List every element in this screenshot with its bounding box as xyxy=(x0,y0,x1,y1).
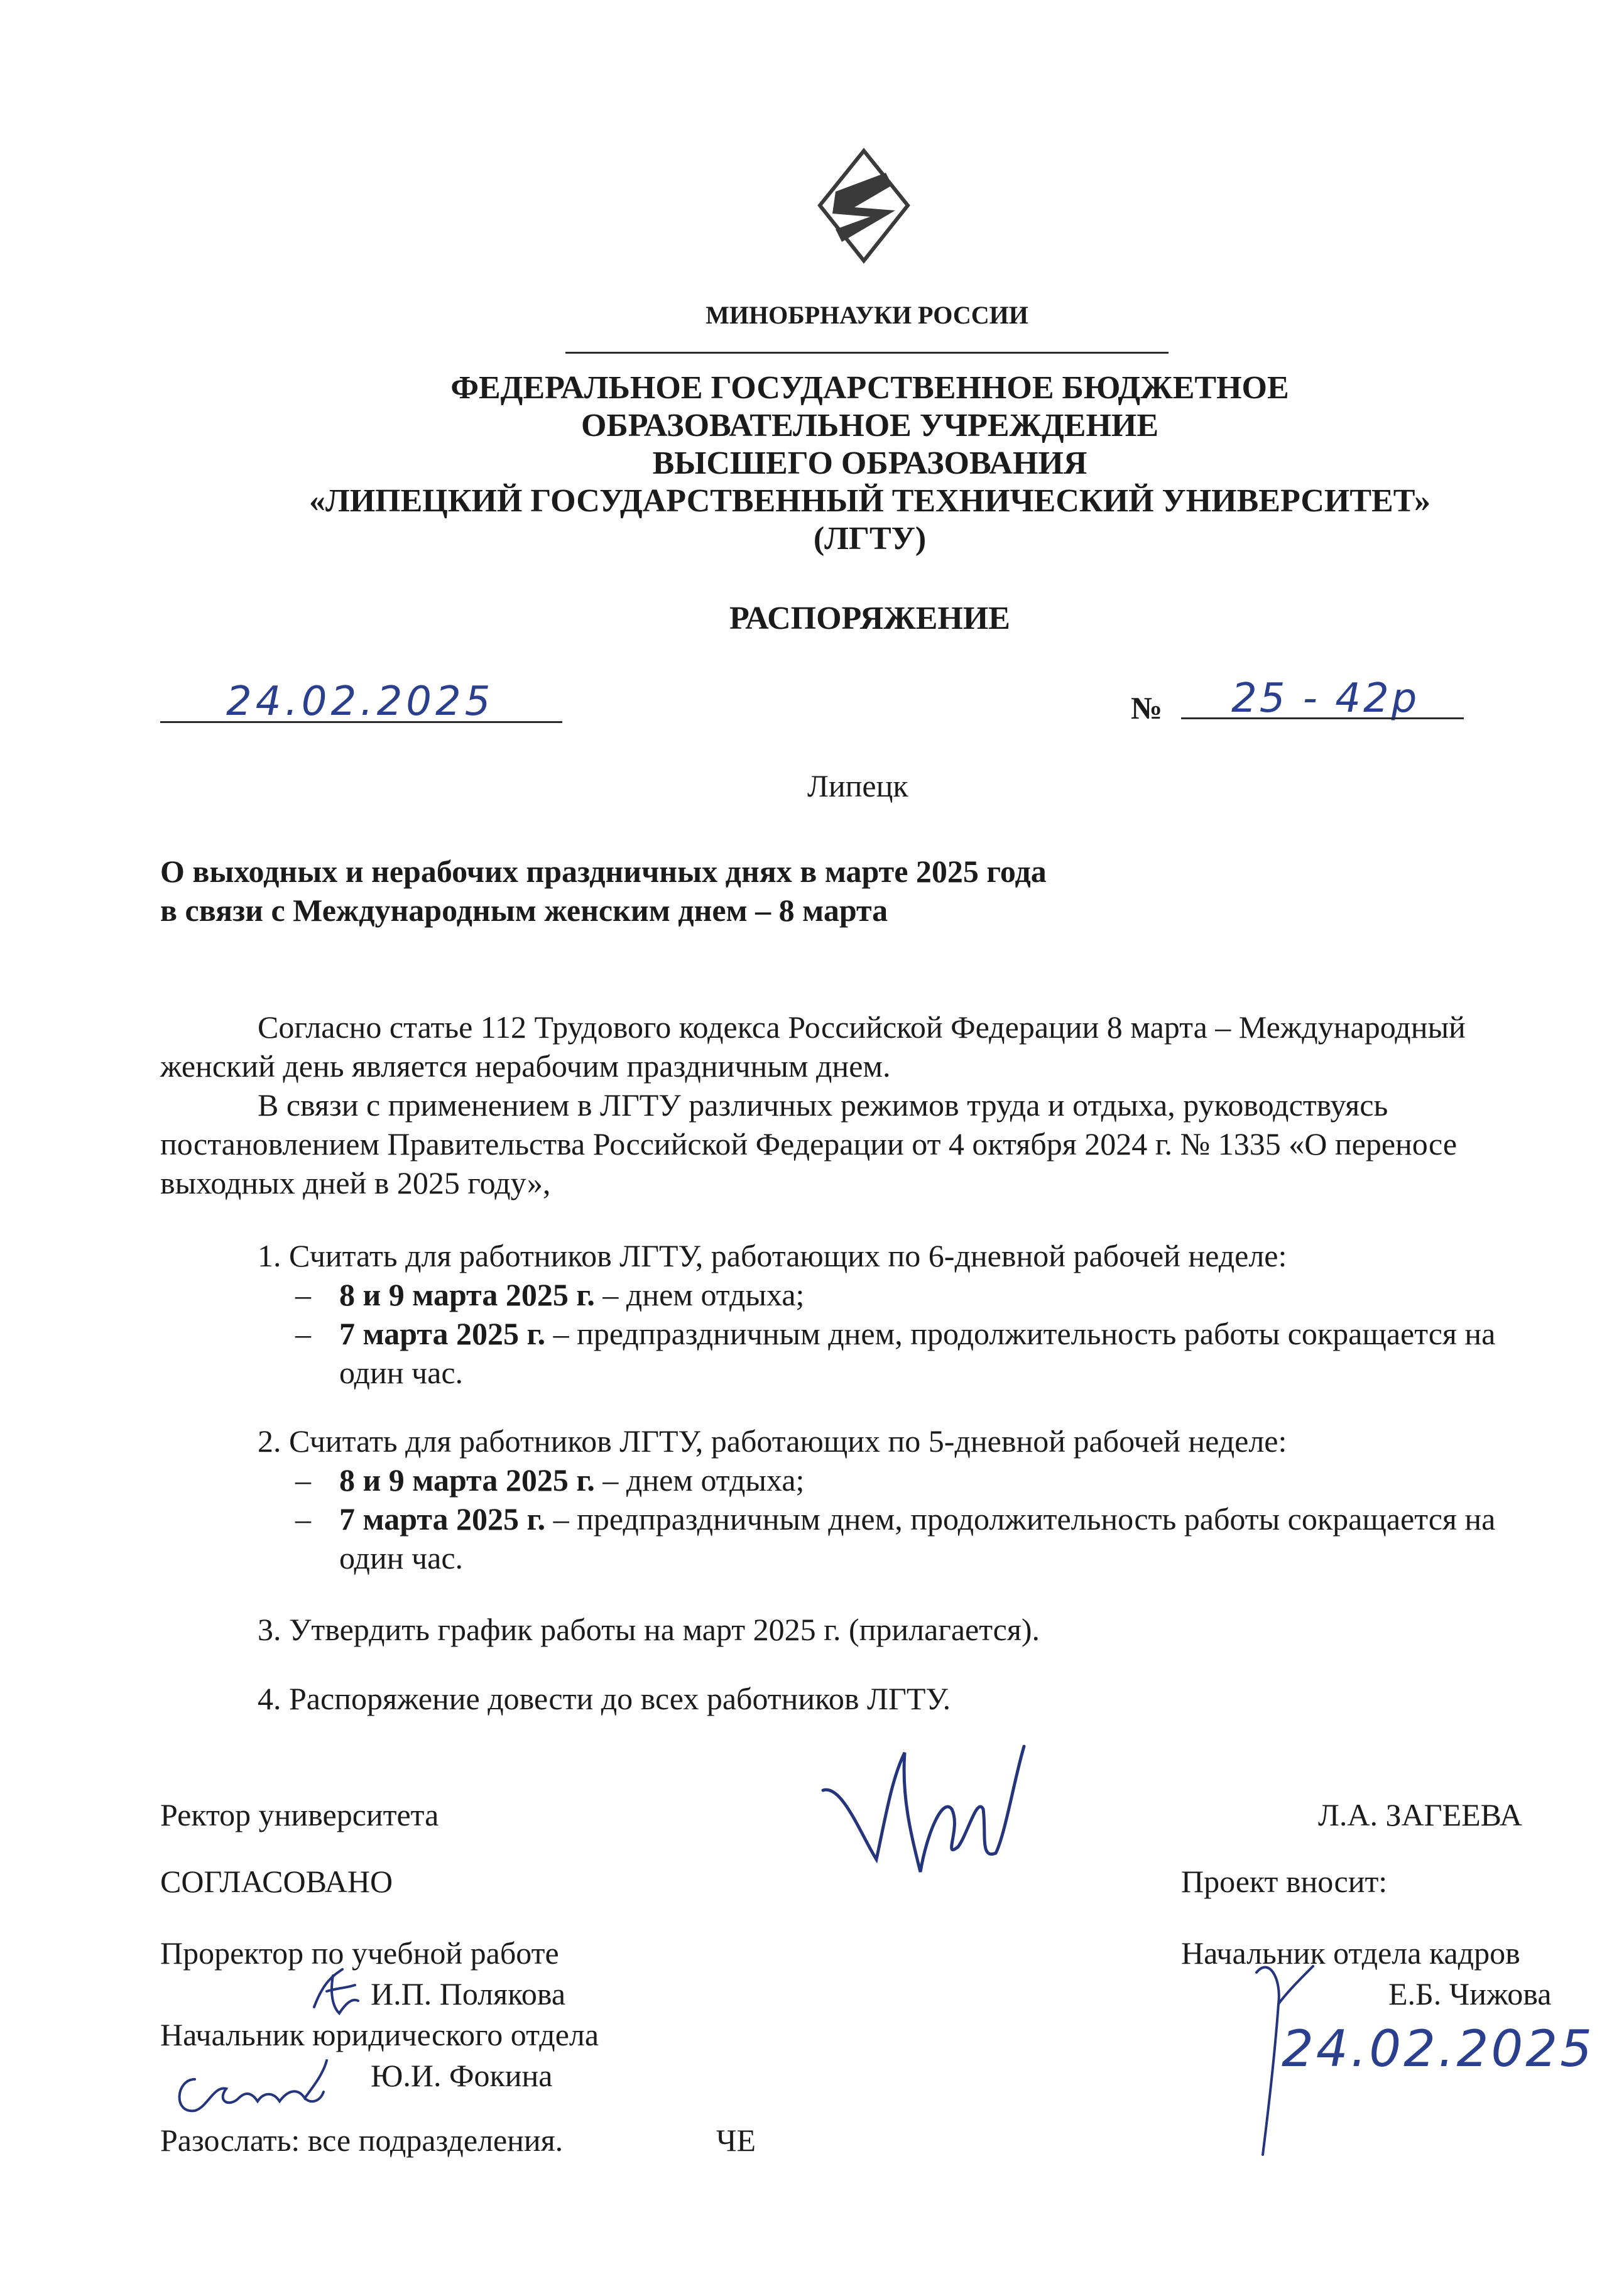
item-1: 1. Считать для работников ЛГТУ, работающих по 6-дневной рабочей неделе: xyxy=(258,1238,1287,1273)
rector-signature xyxy=(817,1740,1030,1885)
paragraph-1-line-1: Согласно статье 112 Трудового кодекса Российской Федерации 8 марта – Международный xyxy=(258,1009,1466,1045)
item-1-bullet-b-date: 7 марта 2025 г. xyxy=(339,1316,546,1351)
paragraph-2-line-1: В связи с применением в ЛГТУ различных режимов труда и отдыха, руководствуясь xyxy=(258,1087,1388,1123)
org-line-3: ВЫСШЕГО ОБРАЗОВАНИЯ xyxy=(652,445,1087,481)
city: Липецк xyxy=(807,768,908,803)
handwritten-number: 25 - 42р xyxy=(1231,675,1420,722)
item-2: 2. Считать для работников ЛГТУ, работающих по 5-дневной рабочей неделе: xyxy=(258,1423,1287,1459)
number-sign: № xyxy=(1131,690,1163,726)
paragraph-1-line-2: женский день является нерабочим праздничным днем. xyxy=(160,1048,891,1084)
date-underline xyxy=(160,721,562,723)
legal-head-title: Начальник юридического отдела xyxy=(160,2017,599,2052)
subject-line-2: в связи с Международным женским днем – 8 марта xyxy=(160,893,888,928)
executor-initials: ЧЕ xyxy=(716,2123,756,2158)
dash: – xyxy=(295,1277,311,1312)
item-1-bullet-b-continued: один час. xyxy=(339,1355,464,1390)
legal-head-signature xyxy=(170,2054,333,2123)
distribution-list: Разослать: все подразделения. xyxy=(160,2123,564,2158)
number-underline xyxy=(1181,717,1464,719)
item-2-bullet-b-text: – предпраздничным днем, продолжительность работы сокращается на xyxy=(545,1501,1496,1537)
item-4: 4. Распоряжение довести до всех работников ЛГТУ. xyxy=(258,1681,951,1716)
dash: – xyxy=(295,1501,311,1537)
legal-head-name: Ю.И. Фокина xyxy=(371,2058,553,2093)
vice-rector-signature xyxy=(308,1963,364,2020)
vice-rector-name: И.П. Полякова xyxy=(371,1976,566,2011)
agreed-label: СОГЛАСОВАНО xyxy=(160,1864,393,1899)
proposer-label: Проект вносит: xyxy=(1181,1864,1388,1899)
vice-rector-title: Проректор по учебной работе xyxy=(160,1935,559,1971)
university-logo xyxy=(817,148,911,264)
rector-title: Ректор университета xyxy=(160,1797,439,1832)
document-type: РАСПОРЯЖЕНИЕ xyxy=(729,601,1010,636)
handwritten-date: 24.02.2025 xyxy=(226,678,494,725)
dash: – xyxy=(295,1316,311,1351)
org-line-1: ФЕДЕРАЛЬНОЕ ГОСУДАРСТВЕННОЕ БЮДЖЕТНОЕ xyxy=(450,370,1289,406)
rector-name: Л.А. ЗАГЕЕВА xyxy=(1318,1797,1522,1832)
hr-head-title: Начальник отдела кадров xyxy=(1181,1935,1520,1971)
item-3: 3. Утвердить график работы на март 2025 г. (прилагается). xyxy=(258,1612,1040,1647)
item-1-bullet-a-text: – днем отдыха; xyxy=(594,1277,805,1312)
item-1-bullet-a-date: 8 и 9 марта 2025 г. xyxy=(339,1277,595,1312)
item-2-bullet-b-date: 7 марта 2025 г. xyxy=(339,1501,546,1537)
org-line-5: (ЛГТУ) xyxy=(813,521,927,557)
subject-line-1: О выходных и нерабочих праздничных днях в марте 2025 года xyxy=(160,854,1047,889)
org-line-2: ОБРАЗОВАТЕЛЬНОЕ УЧРЕЖДЕНИЕ xyxy=(580,408,1159,443)
ministry-underline xyxy=(565,352,1169,354)
paragraph-2-line-3: выходных дней в 2025 году», xyxy=(160,1165,551,1200)
ministry-name: МИНОБРНАУКИ РОССИИ xyxy=(706,301,1028,329)
hr-head-name: Е.Б. Чижова xyxy=(1388,1976,1552,2011)
item-1-bullet-b-text: – предпраздничным днем, продолжительность работы сокращается на xyxy=(545,1316,1496,1351)
dash: – xyxy=(295,1462,311,1498)
org-line-4: «ЛИПЕЦКИЙ ГОСУДАРСТВЕННЫЙ ТЕХНИЧЕСКИЙ УНИВЕРСИТЕТ» xyxy=(308,483,1431,519)
item-2-bullet-a-text: – днем отдыха; xyxy=(594,1462,805,1498)
paragraph-2-line-2: постановлением Правительства Российской Федерации от 4 октября 2024 г. № 1335 «О переносе xyxy=(160,1126,1458,1162)
hr-handwritten-date: 24.02.2025 xyxy=(1282,2020,1595,2078)
item-2-bullet-a-date: 8 и 9 марта 2025 г. xyxy=(339,1462,595,1498)
item-2-bullet-b-continued: один час. xyxy=(339,1540,464,1575)
